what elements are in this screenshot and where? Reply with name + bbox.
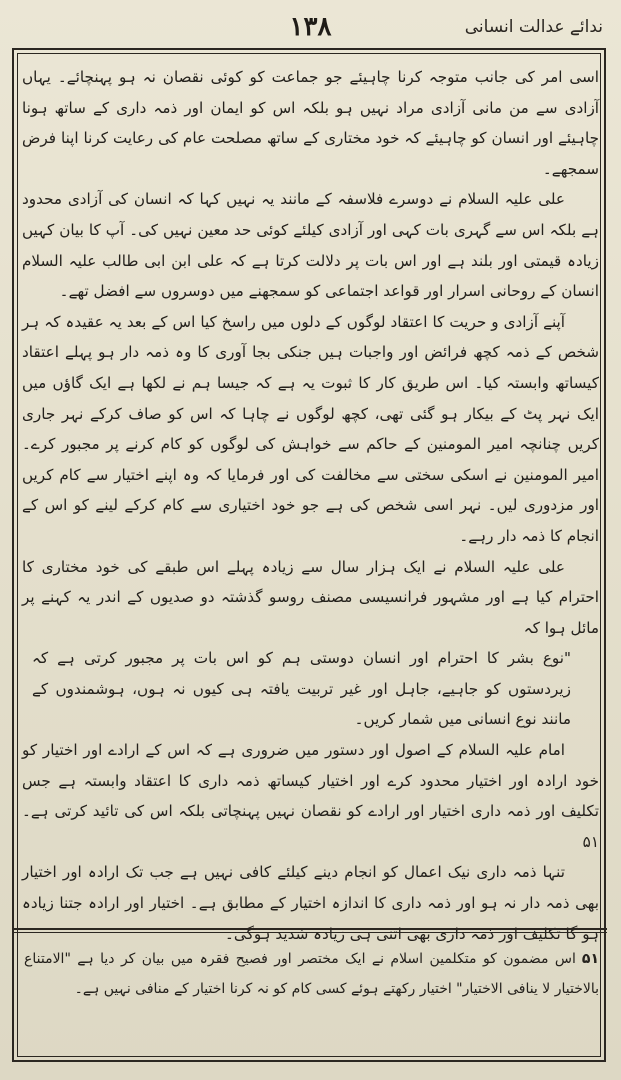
body-text (22, 62, 599, 943)
paragraph-1: اسی امر کی جانب متوجہ کرنا چاہیئے جو جماعت کو کوئی نقصان نہ ہو پہنچائے۔ یہاں آزادی سے من مانی آزادی مراد نہیں ہو بلکہ اس کو ایمان اور ذمہ داری کے ساتھ ہونا چاہیئے اور انسان کو چاہیئے کہ خود مختاری کے ساتھ مصلحت عام کی رعایت کرنا اپنا فرض سمجھے۔ (22, 68, 599, 178)
footnote-divider (14, 928, 607, 930)
paragraph-7: تنہا ذمہ داری نیک اعمال کو انجام دینے کیلئے کافی نہیں ہے جب تک ارادہ اور اختیار بھی ذمہ دار نہ ہو اور ذمہ داری کا اندازہ اختیار کے مطابق ہے۔ اختیار اور ارادہ جتنا زیادہ ہو گا تکلیف اور ذمہ داری بھی اتنی ہی زیادہ شدید ہوگی۔ (22, 863, 599, 943)
footnote-marker: ۵۱ (581, 951, 599, 967)
paragraph-3: آپنے آزادی و حریت کا اعتقاد لوگوں کے دلوں میں راسخ کیا اس کے بعد یہ عقیدہ کہ ہر شخص کے ذمہ کچھ فرائض اور واجبات ہیں جنکی بجا آوری کا وہ ذمہ دار ہو پہلے اعتقاد کیساتھ وابستہ کیا۔ اس طریق کار کا ثبوت یہ ہے کہ جیسا ہم نے لکھا ہے ایک گاؤں میں ایک نہر پٹ کے بیکار ہو گئی تھی، کچھ لوگوں نے چاہا کہ اس کو صاف کرکے نہر جاری کریں چنانچہ امیر المومنین کے حاکم سے خواہش کی لوگوں کو کام کرنے پر مجبور کرے۔ امیر المومنین نے اسکی سختی سے مخالفت کی اور فرمایا کہ وہ اپنے اختیار سے کام کریں اور مزدوری لیں۔ نہر اسی شخص کی ہے جو خود اختیاری سے کام کرکے لینے کو اس کے انجام کا ذمہ دار رہے۔ (22, 312, 599, 545)
running-title: ندائے عدالت انسانی (464, 17, 603, 37)
paragraph-2: علی علیہ السلام نے دوسرے فلاسفہ کے مانند یہ نہیں کہا کہ انسان کی آزادی محدود ہے بلکہ اس سے گہری بات کہی اور آزادی کیلئے کوئی حد معین نہیں کی۔ آپ کا بیان کہیں زیادہ قیمتی اور بلند ہے اور اس بات پر دلالت کرتا ہے کہ علی ابن ابی طالب علیہ السلام انسان کے روحانی اسرار اور قواعد اجتماعی کو سمجھنے میں دوسروں سے افضل تھے۔ (22, 190, 599, 301)
page-number: ١٣٨ (289, 12, 332, 42)
page-header (12, 12, 609, 46)
footnote-divider-inner (14, 932, 607, 933)
paragraph-4: علی علیہ السلام نے ایک ہزار سال سے زیادہ پہلے اس طبقے کی خود مختاری کا احترام کیا ہے اور مشہور فرانسیسی مصنف روسو گذشتہ دو صدیوں کے اندر یہ کہنے پر مائل ہوا کہ (22, 557, 599, 637)
quote-paragraph: "نوع بشر کا احترام اور انسان دوستی ہم کو اس بات پر مجبور کرتی ہے کہ زیردستوں کو جاہیے، جاہل اور غیر تربیت یافتہ ہی کیوں نہ ہوں، ہوشمندوں کے مانند نوع انسانی میں شمار کریں۔ (32, 649, 571, 729)
footnote-text: اس مضمون کو متکلمین اسلام نے ایک مختصر اور فصیح فقرہ میں بیان کر دیا ہے "الامتناع بالاختیار لا ینافی الاختیار" اختیار رکھتے ہوئے کسی کام کو نہ کرنا اختیار کے منافی نہیں ہے۔ (24, 951, 599, 997)
footnote (24, 944, 599, 1044)
paragraph-6: امام علیہ السلام کے اصول اور دستور میں ضروری ہے کہ اس کے ارادے اور اختیار کو خود ارادہ اور اختیار محدود کرے اور اختیار کیساتھ ذمہ داری کا اعتقاد وابستہ ہے جس تکلیف اور ذمہ داری اختیار اور ارادے کو نقصان نہیں پہنچاتی بلکہ اس کی تائید کرتی ہے۔ ۵۱ (22, 741, 599, 851)
